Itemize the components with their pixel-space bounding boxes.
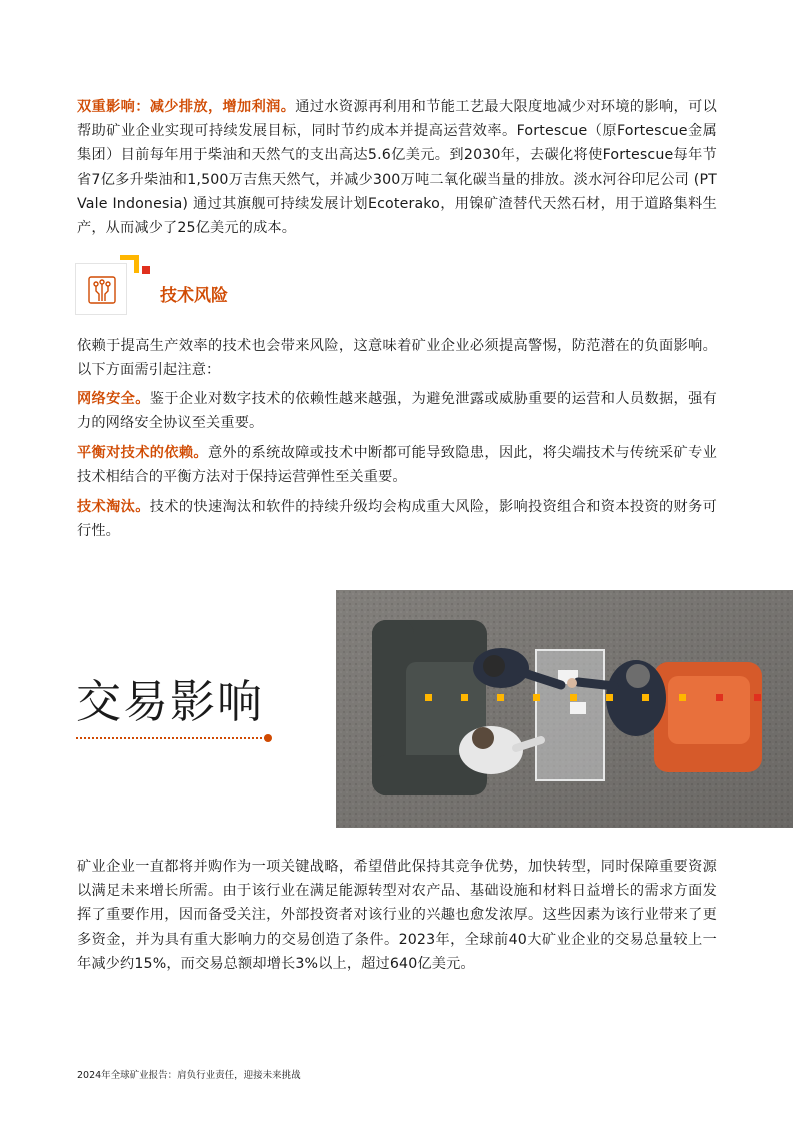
page-footer: 2024年全球矿业报告：肩负行业责任，迎接未来挑战	[77, 1070, 301, 1081]
paragraph-dual-impact	[77, 95, 717, 240]
paragraph-tech-balance	[77, 441, 717, 489]
decor-yellow-bar-vertical	[134, 255, 139, 273]
paragraph-body: 技术的快速淘汰和软件的持续升级均会构成重大风险，影响投资组合和资本投资的财务可行性。	[77, 499, 717, 540]
title-underline-dotted	[76, 737, 266, 739]
decor-dot-row	[420, 690, 793, 706]
paragraph-deals: 矿业企业一直都将并购作为一项关键战略，希望借此保持其竞争优势，加快转型，同时保障重要资源以满足未来增长所需。由于该行业在满足能源转型对农产品、基础设施和材料日益增长的需求方面发挥了重要作用，因而备受关注，外部投资者对该行业的兴趣也愈发浓厚。这些因素为该行业带来了更多资金，并为具有重大影响力的交易创造了条件。2023年，全球前40大矿业企业的交易总量较上一年减少约15%，而交易总额却增长3%以上，超过640亿美元。	[77, 859, 717, 972]
paragraph-lead: 技术淘汰。	[77, 499, 150, 515]
decor-red-square	[142, 266, 150, 274]
paragraph-lead: 平衡对技术的依赖。	[77, 445, 208, 461]
paragraph-lead: 双重影响：减少排放，增加利润。	[77, 99, 296, 115]
paragraph-body: 意外的系统故障或技术中断都可能导致隐患，因此，将尖端技术与传统采矿专业技术相结合的平衡方法对于保持运营弹性至关重要。	[77, 445, 717, 486]
title-underline-end-dot	[264, 734, 272, 742]
section-title-tech-risk: 技术风险	[160, 286, 228, 306]
paragraph-lead: 网络安全。	[77, 391, 150, 407]
section-title-deal-impact: 交易影响	[76, 675, 265, 728]
paragraph-tech-obsolescence	[77, 495, 717, 543]
paragraph-tech-intro: 依赖于提高生产效率的技术也会带来风险，这意味着矿业企业必须提高警惕，防范潜在的负面影响。以下方面需引起注意：	[77, 338, 717, 379]
paragraph-body: 鉴于企业对数字技术的依赖性越来越强，为避免泄露或威胁重要的运营和人员数据，强有力的网络安全协议至关重要。	[77, 391, 717, 432]
business-meeting-handshake-photo	[336, 590, 793, 828]
circuit-icon	[75, 263, 127, 315]
paragraph-cyber-security	[77, 387, 717, 435]
paragraph-body: 通过水资源再利用和节能工艺最大限度地减少对环境的影响，可以帮助矿业企业实现可持续发展目标，同时节约成本并提高运营效率。Fortescue（原Fortescue金属集团）目前每年用于柴油和天然气的支出高达5.6亿美元。到2030年，去碳化将使Fortescue每年节省7亿多升柴油和1,500万吉焦天然气，并减少300万吨二氧化碳当量的排放。淡水河谷印尼公司 (PT Vale Indonesia) 通过其旗舰可持续发展计划Ecoterako，用镍矿渣替代天然石材，用于道路集料生产，从而减少了25亿美元的成本。	[77, 99, 717, 237]
